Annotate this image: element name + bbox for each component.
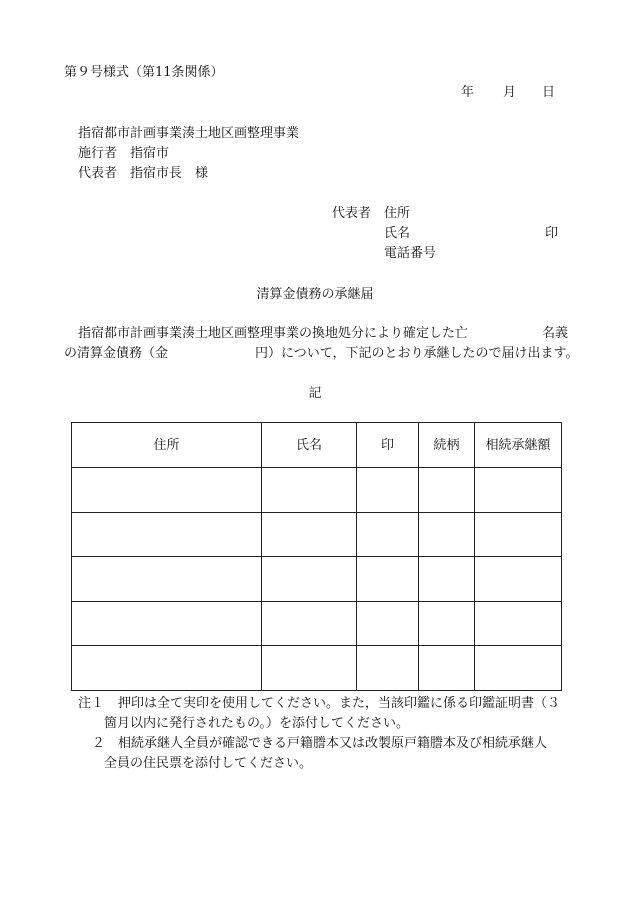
addressee-executor: 施行者 指宿市 — [78, 146, 170, 161]
cell-relationship[interactable] — [419, 601, 475, 646]
body-line2-pre: の清算金債務（金 — [64, 346, 169, 361]
addressee-representative: 代表者 指宿市長 様 — [78, 166, 209, 181]
cell-seal[interactable] — [357, 646, 419, 691]
header-name: 氏名 — [262, 423, 357, 468]
note1-marker: 注１ — [78, 696, 105, 711]
header-address: 住所 — [72, 423, 262, 468]
note2-marker: ２ — [92, 736, 106, 751]
document-title: 清算金債務の承継届 — [256, 287, 374, 302]
addressee-project: 指宿都市計画事業湊土地区画整理事業 — [78, 126, 300, 141]
date-year-label: 年 — [461, 85, 475, 100]
heirs-table — [71, 422, 562, 691]
note2-line2: 全員の住民票を添付してください。 — [104, 756, 313, 771]
note1-line1: 押印は全て実印を使用してください。また，当該印鑑に係る印鑑証明書（３ — [118, 696, 561, 711]
cell-relationship[interactable] — [419, 646, 475, 691]
applicant-name-label: 氏名 — [384, 226, 411, 241]
form-label: 第９号様式（第11条関係） — [64, 65, 224, 80]
cell-relationship[interactable] — [419, 512, 475, 557]
cell-inherited-amount[interactable] — [475, 601, 562, 646]
cell-name[interactable] — [262, 601, 357, 646]
table-header-row — [72, 423, 562, 468]
note1-line2: 箇月以内に発行されたもの。）を添付してください。 — [104, 716, 409, 731]
note2-line1: 相続承継人全員が確認できる戸籍謄本又は改製原戸籍謄本及び相続承継人 — [118, 736, 548, 751]
header-inherited-amount: 相続承継額 — [475, 423, 562, 468]
cell-inherited-amount[interactable] — [475, 468, 562, 513]
cell-inherited-amount[interactable] — [475, 646, 562, 691]
header-seal: 印 — [357, 423, 419, 468]
applicant-phone-label: 電話番号 — [384, 246, 437, 261]
cell-seal[interactable] — [357, 468, 419, 513]
table-row — [72, 512, 562, 557]
table-row — [72, 601, 562, 646]
body-line1-post: 名義 — [542, 326, 569, 341]
applicant-address-label: 住所 — [384, 206, 411, 221]
cell-inherited-amount[interactable] — [475, 512, 562, 557]
table-row — [72, 468, 562, 513]
cell-address[interactable] — [72, 646, 262, 691]
cell-address[interactable] — [72, 512, 262, 557]
cell-name[interactable] — [262, 512, 357, 557]
cell-address[interactable] — [72, 468, 262, 513]
cell-seal[interactable] — [357, 512, 419, 557]
cell-seal[interactable] — [357, 601, 419, 646]
body-line2-post: 円）について，下記のとおり承継したので届け出ます。 — [255, 346, 579, 361]
applicant-label: 代表者 — [332, 206, 372, 221]
table-row — [72, 646, 562, 691]
cell-name[interactable] — [262, 646, 357, 691]
cell-name[interactable] — [262, 468, 357, 513]
body-line1-pre: 指宿都市計画事業湊土地区画整理事業の換地処分により確定した亡 — [78, 326, 469, 341]
date-month-label: 月 — [503, 85, 517, 100]
header-relationship: 続柄 — [419, 423, 475, 468]
cell-address[interactable] — [72, 557, 262, 602]
cell-address[interactable] — [72, 601, 262, 646]
cell-relationship[interactable] — [419, 557, 475, 602]
table-row — [72, 557, 562, 602]
cell-name[interactable] — [262, 557, 357, 602]
cell-relationship[interactable] — [419, 468, 475, 513]
applicant-seal-label: 印 — [545, 226, 559, 241]
cell-seal[interactable] — [357, 557, 419, 602]
cell-inherited-amount[interactable] — [475, 557, 562, 602]
ki-heading: 記 — [308, 386, 322, 401]
date-day-label: 日 — [542, 85, 556, 100]
